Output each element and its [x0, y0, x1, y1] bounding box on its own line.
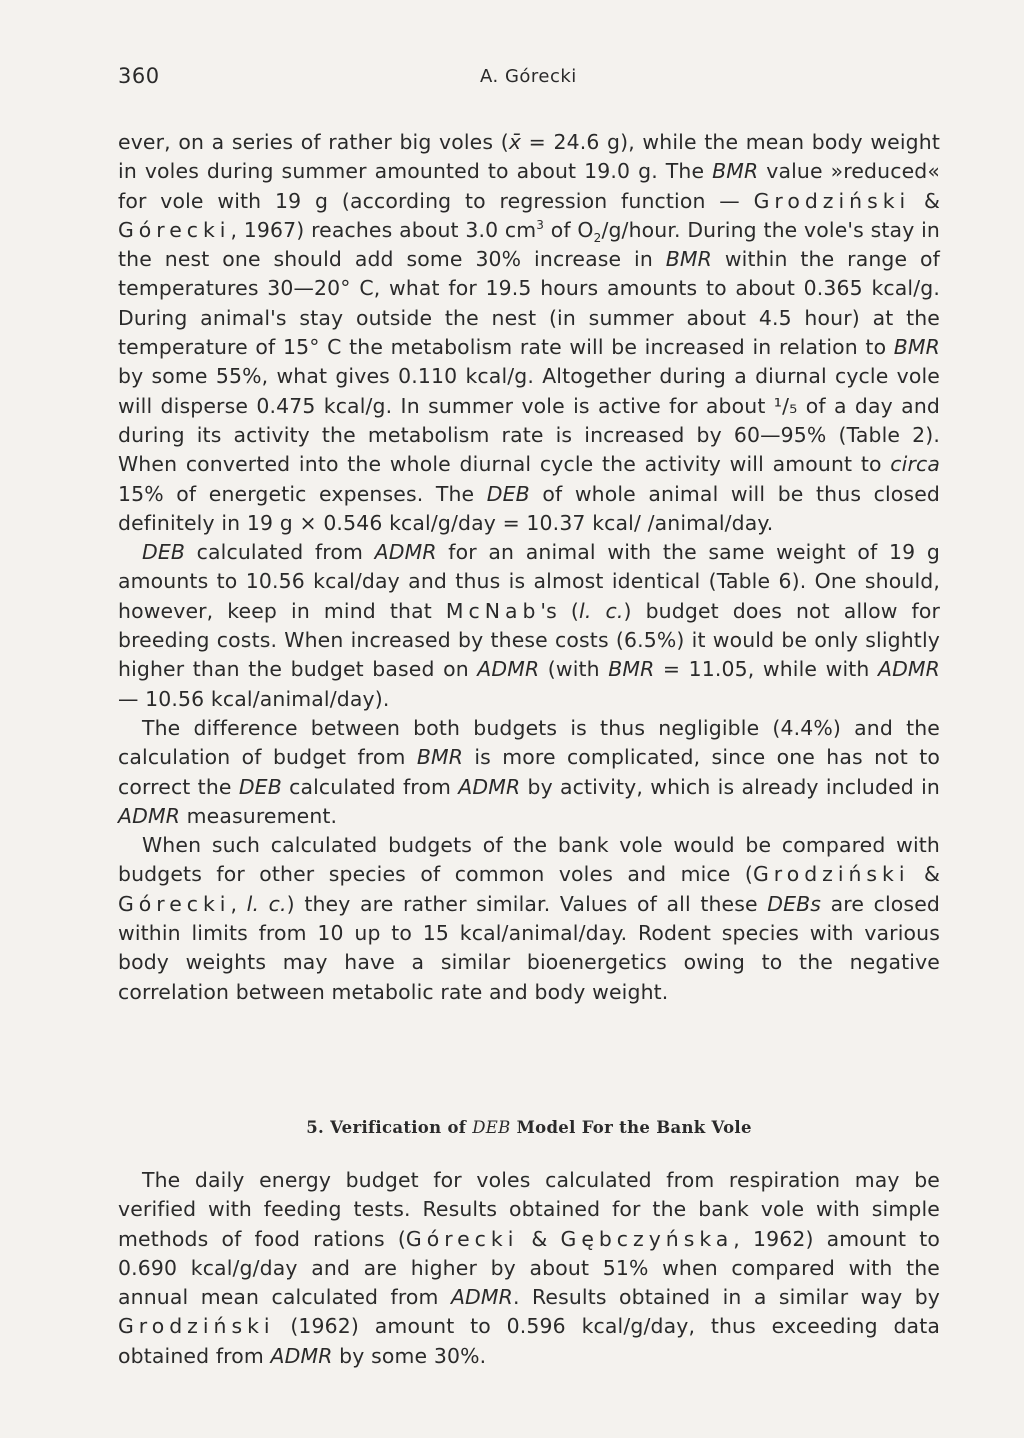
citation-author: Górecki — [118, 217, 231, 242]
citation-author: McNab — [445, 598, 541, 623]
body-text — [118, 128, 940, 1007]
paragraph-2: DEB calculated from ADMR for an animal with the same weight of 19 g amounts to 10.56 kcal/day and thus is almost identical (Table 6). One should, however, keep in mind that McNab's (l. c.) budget does not allow for breeding costs. When increased by these costs (6.5%) it would be only slightly higher than the budget based on ADMR (with BMR = 11.05, while with ADMR — 10.56 kcal/animal/day). — [118, 540, 941, 711]
running-head — [118, 64, 940, 94]
paragraph-1: ever, on a series of rather big voles (x̄ = 24.6 g), while the mean body weight in voles during summer amounted to about 19.0 g. The BMR value »reduced« for vole with 19 g (according to regression function — Grodziński & Górecki, 1967) reaches about 3.0 $cm^3$ of $O_2/g$/hour. During the vole's stay in the nest one should add some 30% increase in BMR within the range of temperatures 30—20° C, what for 19.5 hours amounts to about 0.365 kcal/g. During animal's stay outside the nest (in summer about 4.5 hour) at the temperature of 15° C the metabolism rate will be increased in relation to BMR by some 55%, what gives 0.110 kcal/g. Altogether during a diurnal cycle vole will disperse 0.475 kcal/g. In summer vole is active for about ¹/₅ of a day and during its activity the metabolism rate is increased by 60—95% (Table 2). When converted into the whole diurnal cycle the activity will amount to circa 15% of energetic expenses. The DEB of whole animal will be thus closed definitely in 19 g × 0.546 kcal/g/day = 10.37 kcal/ /animal/day. — [118, 130, 941, 535]
citation-author: Górecki — [405, 1226, 519, 1251]
citation-author: Gębczyńska — [560, 1226, 734, 1251]
paragraph-5: The daily energy budget for voles calculated from respiration may be verified with feeding tests. Results obtained for the bank vole with simple methods of food rations (Górecki & Gębczyńska, 1962) amount to 0.690 kcal/g/day and are higher by about 51% when compared with the annual mean calculated from ADMR. Results obtained in a similar way by Grodziński (1962) amount to 0.596 kcal/g/day, thus exceeding data obtained from ADMR by some 30%. — [118, 1168, 941, 1368]
section-heading: 5. Verification of DEB Model For the Bank Vole — [306, 1118, 752, 1137]
body-text-section-5 — [118, 1166, 940, 1371]
paragraph-3: The difference between both budgets is thus negligible (4.4%) and the calculation of budget from BMR is more complicated, since one has not to correct the DEB calculated from ADMR by activity, which is already included in ADMR measurement. — [118, 715, 940, 828]
page-number: 360 — [118, 64, 160, 88]
running-head-author: A. Górecki — [480, 66, 577, 87]
paragraph-4: When such calculated budgets of the bank vole would be compared with budgets for other species of common voles and mice (Grodziński & Górecki, l. c.) they are rather similar. Values of all these DEBs are closed within limits from 10 up to 15 kcal/animal/day. Rodent species with various body weights may have a similar bioenergetics owing to the negative correlation between metabolic rate and body weight. — [118, 833, 940, 1004]
citation-author: Górecki — [118, 891, 231, 916]
citation-author: Grodziński — [753, 188, 911, 213]
citation-author: Grodziński — [752, 862, 910, 887]
citation-author: Grodziński — [118, 1314, 275, 1339]
